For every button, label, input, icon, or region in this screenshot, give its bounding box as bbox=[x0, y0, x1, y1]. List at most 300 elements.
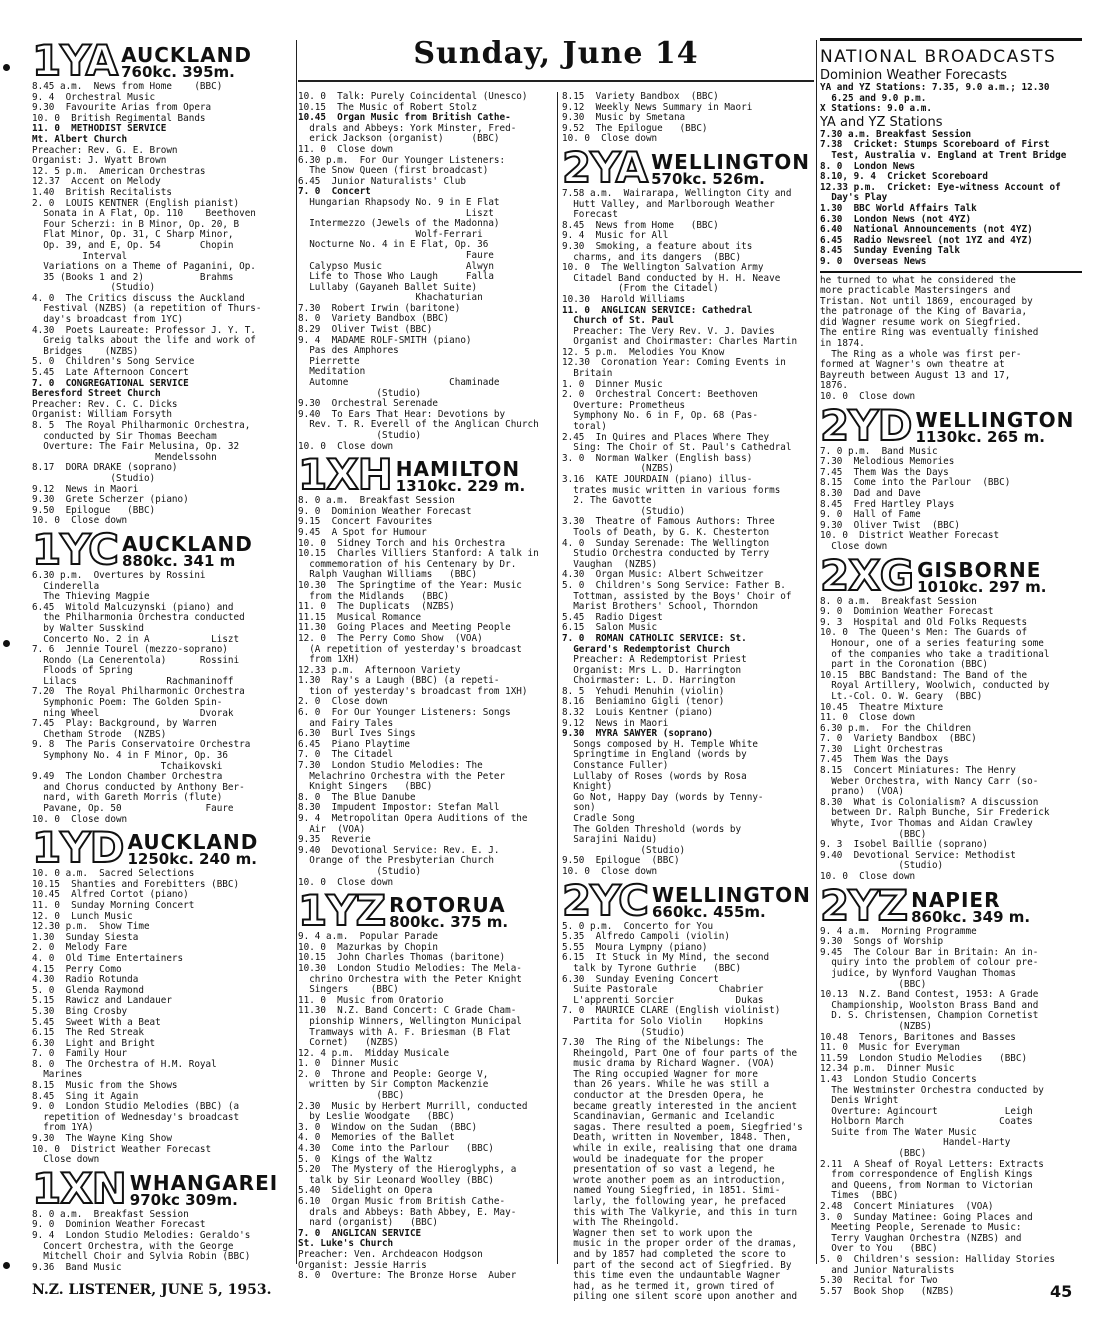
programme-line: 7.45 Them Was the Days bbox=[820, 466, 949, 478]
programme-line: 8.15 Come into the Parlour (BBC) bbox=[820, 477, 1011, 489]
programme-line: Interval bbox=[32, 250, 128, 262]
programme-line: 6.45 Junior Naturalists' Club bbox=[298, 175, 466, 187]
programme-line: 9. 0 Overseas News bbox=[820, 255, 927, 267]
programme-line: 10.15 The Music of Robert Stolz bbox=[298, 101, 478, 113]
programme-line: more practicable Mastersingers and bbox=[820, 285, 1011, 297]
programme-line: 7.30 a.m. Breakfast Session bbox=[820, 128, 972, 140]
programme-line: 11. 0 Music for Everyman bbox=[820, 1042, 960, 1054]
programme-line: Flat Minor, Op. 31, C Sharp Minor, bbox=[32, 229, 234, 241]
programme-line: Lt.-Col. O. W. Geary (BBC) bbox=[820, 690, 983, 702]
programme-line: 6. 0 For Our Younger Listeners: Songs bbox=[298, 707, 511, 719]
programme-line: 7.30 Light Orchestras bbox=[820, 743, 944, 755]
programme-line: 12.34 p.m. Dinner Music bbox=[820, 1063, 955, 1075]
programme-line: 6.45 Radio Newsreel (not 1YZ and 4YZ) bbox=[820, 234, 1033, 246]
programme-line: from correspondence of English Kings bbox=[820, 1169, 1033, 1181]
programme-line: had, as he termed it, grown tired of bbox=[562, 1280, 775, 1292]
programme-line: 10.13 N.Z. Band Contest, 1953: A Grade bbox=[820, 989, 1039, 1001]
programme-line: larly, the following year, he prefaced bbox=[562, 1196, 786, 1207]
programme-line: and by 1857 had completed the score to bbox=[562, 1248, 786, 1260]
programme-line: Church of St. Paul bbox=[562, 315, 674, 327]
programme-line: 9. 4 Metropolitan Opera Auditions of the bbox=[298, 813, 528, 824]
programme-line: Forecast bbox=[562, 209, 618, 221]
programme-line: charms, and its dangers (BBC) bbox=[562, 251, 742, 263]
programme-line: talk by Sir Leonard Woolley (BBC) bbox=[298, 1174, 494, 1186]
programme-line: YA and YZ Stations: 7.35, 9.0 a.m.; 12.30 bbox=[820, 82, 1050, 93]
programme-line: 4. 0 Old Time Entertainers bbox=[32, 952, 184, 964]
programme-line: 1. 0 Dinner Music bbox=[562, 378, 663, 390]
programme-line: 2. 0 Throne and People: George V, bbox=[298, 1068, 489, 1080]
programme-line: 9.40 Devotional Service: Methodist bbox=[820, 849, 1016, 861]
programme-line: 9.50 Epilogue (BBC) bbox=[562, 855, 680, 867]
programme-line: Over to You (BBC) bbox=[820, 1243, 938, 1255]
programme-line: 10. 0 Close down bbox=[820, 391, 916, 403]
programme-line: 12.37 Accent on Melody bbox=[32, 176, 161, 188]
programme-line: 8.16 Beniamino Gigli (tenor) bbox=[562, 696, 725, 708]
programme-line: 9.30 The Wayne King Show bbox=[32, 1133, 172, 1145]
programme-line: 12. 4 p.m. Midday Musicale bbox=[298, 1047, 450, 1059]
programme-line: 11. 0 Close down bbox=[298, 143, 394, 155]
programme-line: Concert Orchestra, with the George bbox=[32, 1240, 234, 1252]
programme-line: 9.30 Favourite Arias from Opera bbox=[32, 102, 212, 114]
programme-line: 7. 0 Concert bbox=[298, 186, 371, 198]
programme-line: Suite from The Water Music bbox=[820, 1126, 977, 1138]
programme-line: Preacher: A Redemptorist Priest bbox=[562, 654, 747, 666]
station-logo: 1XN bbox=[32, 1163, 126, 1213]
programme-line: 7.45 Play: Background, by Warren bbox=[32, 718, 217, 730]
programme-line: Cinderella bbox=[32, 580, 100, 592]
programme-line: 6.15 It Stuck in My Mind, the second bbox=[562, 952, 770, 964]
programme-line: 10. 0 District Weather Forecast bbox=[820, 530, 1000, 542]
programme-line: Mt. Albert Church bbox=[32, 133, 128, 145]
station-header bbox=[562, 875, 814, 925]
programme-line: from 1YA) bbox=[32, 1122, 94, 1134]
programme-line: 9.30 Smoking, a feature about its bbox=[562, 240, 753, 252]
programme-line: 7.30 The Ring of the Nibelungs: The bbox=[562, 1037, 764, 1049]
programme-line: pionship Winners, Wellington Municipal bbox=[298, 1015, 522, 1027]
station-name: HAMILTON bbox=[395, 457, 521, 482]
programme-line: 9.30 Oliver Twist (BBC) bbox=[820, 519, 960, 531]
programme-line: (Studio) bbox=[32, 472, 156, 484]
programme-line: Hutt Valley, and Marlborough Weather bbox=[562, 198, 775, 210]
programme-line: would be inadequate for the proper bbox=[562, 1153, 764, 1165]
programme-line: 8.10, 9. 4 Cricket Scoreboard bbox=[820, 171, 988, 183]
programme-line: Pavane, Op. 50 Faure bbox=[32, 803, 234, 814]
programme-line: 10. 0 British Regimental Bands bbox=[32, 112, 206, 124]
station-logo: 1XH bbox=[298, 450, 392, 500]
programme-line: 2.11 A Sheaf of Royal Letters: Extracts bbox=[820, 1158, 1044, 1170]
programme-line: Mitchell Choir and Sylvia Robin (BBC) bbox=[32, 1251, 251, 1263]
programme-line: 7. 0 Variety Bandbox (BBC) bbox=[820, 733, 977, 745]
programme-line: by Leslie Woodgate (BBC) bbox=[298, 1111, 455, 1123]
programme-line: 8. 5 Yehudi Menuhin (violin) bbox=[562, 685, 725, 697]
programme-line: 7. 0 The Citadel bbox=[298, 749, 394, 761]
programme-line: 6.30 Burl Ives Sings bbox=[298, 728, 416, 740]
programme-line: (BBC) bbox=[820, 978, 927, 990]
programme-line: Beresford Street Church bbox=[32, 388, 161, 400]
programme-line: 8.32 Louis Kentner (piano) bbox=[562, 707, 714, 719]
station-name: ROTORUA bbox=[389, 893, 506, 918]
programme-line: 4. 0 Sunday Serenade: The Wellington bbox=[562, 537, 770, 549]
programme-line: 8.15 Variety Bandbox (BBC) bbox=[562, 91, 719, 102]
programme-line: formed at Wagner's own theatre at bbox=[820, 359, 1005, 371]
programme-line: Faure bbox=[298, 249, 494, 261]
programme-line: Tools of Death, by G. K. Chesterton bbox=[562, 526, 770, 538]
programme-line: repetition of Wednesday's broadcast bbox=[32, 1111, 240, 1123]
programme-line: Overture: The Fair Melusina, Op. 32 bbox=[32, 441, 240, 453]
programme-line: Chetham Strode (NZBS) bbox=[32, 728, 167, 740]
programme-line: Greig talks about the life and work of bbox=[32, 335, 256, 347]
programme-line: 9.36 Band Music bbox=[32, 1261, 122, 1273]
programme-line: 4. 0 Memories of the Ballet bbox=[298, 1132, 455, 1144]
programme-line: Death, written in November, 1848. Then, bbox=[562, 1132, 792, 1144]
programme-line: Choirmaster: L. D. Harrington bbox=[562, 675, 736, 687]
programme-line: and Fairy Tales bbox=[298, 717, 394, 729]
programme-line: 8. 0 The Blue Danube bbox=[298, 791, 416, 803]
station-frequency: 970kc 309m. bbox=[129, 1190, 238, 1209]
programme-line: 7. 0 p.m. Band Music bbox=[820, 445, 938, 457]
programme-line: Citadel Band conducted by H. H. Neave bbox=[562, 272, 781, 284]
programme-line: 9. 4 a.m. Popular Parade bbox=[298, 931, 438, 943]
programme-line: 3. 0 Norman Walker (English bass) bbox=[562, 452, 753, 464]
programme-line: music drama by Richard Wagner. (VOA) bbox=[562, 1058, 775, 1070]
programme-line: 4.30 Come into the Parlour (BBC) bbox=[298, 1143, 494, 1155]
programme-line: talk by Tyrone Guthrie (BBC) bbox=[562, 962, 742, 974]
programme-line: Whyte, Ivor Thomas and Aidan Crawley bbox=[820, 818, 1033, 830]
programme-line: 8. 5 The Royal Philharmonic Orchestra, bbox=[32, 420, 251, 431]
programme-line: 5.45 Sweet With a Beat bbox=[32, 1016, 161, 1028]
programme-line: commemoration of his Centenary by Dr. bbox=[298, 558, 517, 570]
programme-line: Close down bbox=[32, 1154, 100, 1166]
programme-line: Meditation bbox=[298, 366, 366, 378]
programme-line: Preacher: Rev. G. E. Brown bbox=[32, 144, 178, 156]
programme-line: 8.45 Fred Hartley Plays bbox=[820, 498, 955, 510]
station-header bbox=[32, 36, 294, 85]
programme-line: (From the Citadel) bbox=[562, 283, 719, 295]
programme-line: presentation of so vast a legend, he bbox=[562, 1164, 775, 1176]
programme-line: while in exile, realising that one drama bbox=[562, 1143, 798, 1155]
programme-line: 9.15 Concert Favourites bbox=[298, 516, 433, 528]
programme-line: Festival (NZBS) (a repetition of Thurs- bbox=[32, 303, 262, 315]
station-logo: 2YA bbox=[562, 142, 648, 192]
station-frequency: 1250kc. 240 m. bbox=[127, 850, 257, 869]
programme-line: Four Scherzi: in B Minor, Op. 20, B bbox=[32, 218, 240, 230]
programme-line: Songs composed by H. Temple White bbox=[562, 738, 758, 750]
programme-line: Cornet) (NZBS) bbox=[298, 1037, 399, 1049]
programme-line: 7.45 Them Was the Days bbox=[820, 754, 949, 766]
programme-line: 5.55 Moura Lympny (piano) bbox=[562, 941, 708, 953]
programme-line: Suite Pastorale Chabrier bbox=[562, 984, 764, 996]
programme-line: music in the proper order of the dramas, bbox=[562, 1238, 798, 1250]
programme-line: 12.33 p.m. Cricket: Eye-witness Account of bbox=[820, 181, 1061, 193]
programme-line: Partita for Solo Violin Hopkins bbox=[562, 1015, 764, 1027]
programme-line: Lullaby (Gayaneh Ballet Suite) bbox=[298, 281, 478, 293]
programme-line: L'apprenti Sorcier Dukas bbox=[562, 994, 764, 1006]
programme-line: 9.12 News in Maori bbox=[562, 717, 669, 729]
station-header bbox=[820, 400, 1082, 450]
programme-line: 9.30 Grete Scherzer (piano) bbox=[32, 494, 189, 506]
programme-line: 8. 0 The Orchestra of H.M. Royal bbox=[32, 1058, 217, 1070]
programme-line: nard (organist) (BBC) bbox=[298, 1217, 438, 1229]
programme-line: Ralph Vaughan Williams (BBC) bbox=[298, 569, 478, 581]
station-frequency: 570kc. 526m. bbox=[651, 169, 765, 188]
programme-line: 1876. bbox=[820, 380, 848, 392]
programme-line: 9.30 MYRA SAWYER (soprano) bbox=[562, 728, 714, 740]
station-header bbox=[32, 1163, 294, 1213]
programme-line: became greatly interested in the ancient bbox=[562, 1100, 798, 1112]
programme-line: 6.30 Light and Bright bbox=[32, 1037, 156, 1049]
programme-line: Organist: J. Wyatt Brown bbox=[32, 155, 167, 167]
programme-line: Variations on a Theme of Paganini, Op. bbox=[32, 261, 256, 273]
programme-line: Marines bbox=[32, 1069, 83, 1081]
station-logo: 1YC bbox=[32, 524, 118, 574]
programme-line: 10.45 Organ Music from British Cathe- bbox=[298, 112, 511, 124]
station-name: WELLINGTON bbox=[915, 407, 1075, 432]
programme-line: written by Sir Compton Mackenzie bbox=[298, 1079, 489, 1091]
title-rule bbox=[298, 80, 814, 82]
programme-line: 12.30 Coronation Year: Coming Events in bbox=[562, 357, 786, 369]
programme-line: conducted by Sir Thomas Beecham bbox=[32, 430, 217, 442]
programme-line: Terry Vaughan Orchestra (NZBS) and bbox=[820, 1232, 1022, 1244]
programme-line: Royal Artillery, Woolwich, conducted by bbox=[820, 680, 1050, 692]
programme-line: 4.30 Organ Music: Albert Schweitzer bbox=[562, 569, 764, 581]
station-name: WELLINGTON bbox=[651, 149, 810, 174]
programme-line: Rondo (La Cenerentola) Rossini bbox=[32, 654, 240, 666]
programme-line: son) bbox=[562, 802, 596, 814]
programme-line: 10. 0 Close down bbox=[298, 440, 394, 452]
programme-line: 4. 0 The Critics discuss the Auckland bbox=[32, 292, 245, 304]
programme-line: Britain bbox=[562, 368, 613, 380]
programme-line: 6.15 The Red Streak bbox=[32, 1027, 144, 1039]
programme-line: 5. 0 Kings of the Waltz bbox=[298, 1153, 433, 1165]
programme-line: 7.38 Cricket: Stumps Scoreboard of First bbox=[820, 139, 1050, 151]
programme-line: Rev. T. R. Everell of the Anglican Church bbox=[298, 419, 539, 431]
programme-line: and Chorus conducted by Anthony Ber- bbox=[32, 781, 245, 793]
programme-line: 2. 0 LOUIS KENTNER (English pianist) bbox=[32, 197, 240, 209]
programme-line: 9. 4 MADAME ROLF-SMITH (piano) bbox=[298, 334, 472, 346]
programme-line: from the Midlands (BBC) bbox=[298, 590, 450, 602]
programme-line: 3. 0 Sunday Matinee: Going Places and bbox=[820, 1211, 1033, 1223]
programme-line: 6.30 p.m. Overtures by Rossini bbox=[32, 569, 206, 581]
programme-line: 11.30 N.Z. Band Concert: C Grade Cham- bbox=[298, 1005, 517, 1017]
programme-line: 2.48 Concert Miniatures (VOA) bbox=[820, 1201, 994, 1213]
programme-line: 9. 0 Dominion Weather Forecast bbox=[32, 1219, 206, 1231]
programme-line: 9. 0 Dominion Weather Forecast bbox=[298, 505, 472, 517]
programme-line: (Studio) bbox=[820, 860, 944, 872]
programme-line: sagas. There resulted a poem, Siegfried's bbox=[562, 1121, 803, 1133]
programme-line: day's broadcast from 1YC) bbox=[32, 314, 184, 326]
programme-line: Go Not, Happy Day (words by Tenny- bbox=[562, 791, 764, 803]
programme-line: D. S. Christensen, Champion Cornetist bbox=[820, 1010, 1039, 1022]
programme-line: Singers (BBC) bbox=[298, 984, 399, 996]
programme-line: 5.40 Sidelight on Opera bbox=[298, 1185, 433, 1197]
programme-line: 7. 0 Family Hour bbox=[32, 1048, 128, 1060]
programme-line: Symphony No. 4 in F Minor, Op. 36 bbox=[32, 750, 228, 762]
programme-line: Denis Wright bbox=[820, 1095, 899, 1107]
programme-line: Khachaturian bbox=[298, 292, 483, 304]
programme-line: The Thieving Magpie bbox=[32, 591, 150, 603]
programme-line: Gerard's Redemptorist Church bbox=[562, 643, 730, 655]
programme-line: 10.48 Tenors, Baritones and Basses bbox=[820, 1031, 1016, 1043]
programme-line: quiry into the problem of colour pre- bbox=[820, 957, 1039, 969]
programme-line: Life to Those Who Laugh Falla bbox=[298, 271, 494, 283]
programme-line: 9.49 The London Chamber Orchestra bbox=[32, 771, 223, 783]
column-2 bbox=[298, 92, 554, 1282]
programme-line: Air (VOA) bbox=[298, 823, 366, 835]
programme-line: Wolf-Ferrari bbox=[298, 228, 483, 240]
station-frequency: 880kc. 341 m bbox=[121, 551, 236, 570]
programme-line: 7. 0 ROMAN CATHOLIC SERVICE: St. bbox=[562, 632, 747, 644]
programme-line: 9.45 The Colour Bar in Britain: An in- bbox=[820, 946, 1039, 958]
programme-line: 6.30 p.m. For Our Younger Listeners: bbox=[298, 154, 506, 166]
programme-line: Concerto No. 2 in A Liszt bbox=[32, 633, 240, 645]
programme-line: toral) bbox=[562, 421, 607, 433]
programme-line: 10. 0 The Queen's Men: The Guards of bbox=[820, 627, 1028, 639]
national-subtitle-2: YA and YZ Stations bbox=[820, 114, 943, 130]
programme-line: 6.45 Witold Malcuzynski (piano) and bbox=[32, 601, 234, 613]
programme-line: Pierrette bbox=[298, 355, 360, 367]
programme-line: conductor at the Dresden Opera, he bbox=[562, 1090, 764, 1102]
programme-line: 11.15 Musical Romance bbox=[298, 611, 422, 623]
programme-line: Symphonic Poem: The Golden Spin- bbox=[32, 697, 223, 709]
programme-line: 11. 0 Music from Oratorio bbox=[298, 994, 444, 1006]
programme-line: 10. 0 Close down bbox=[32, 813, 128, 825]
programme-line: Orange of the Presbyterian Church bbox=[298, 855, 494, 867]
programme-line: 5.57 Book Shop (NZBS) bbox=[820, 1285, 955, 1297]
programme-line: 9. 3 Isobel Baillie (soprano) bbox=[820, 839, 988, 851]
programme-line: The Ring as a whole was first per- bbox=[820, 348, 1022, 360]
programme-line: 9.45 A Spot for Humour bbox=[298, 526, 427, 538]
programme-line: (BBC) bbox=[820, 828, 927, 840]
programme-line: 11.59 London Studio Melodies (BBC) bbox=[820, 1052, 1028, 1064]
programme-line: 10. 0 District Weather Forecast bbox=[32, 1143, 212, 1155]
programme-line: 5.20 The Mystery of the Hieroglyphs, a bbox=[298, 1164, 517, 1176]
programme-line: (Studio) bbox=[298, 430, 422, 441]
programme-line: 8.45 Sing it Again bbox=[32, 1090, 139, 1102]
programme-line: Mendelssohn bbox=[32, 451, 217, 463]
programme-line: 10. 0 Close down bbox=[562, 865, 658, 877]
programme-line: 3.16 KATE JOURDAIN (piano) illus- bbox=[562, 474, 753, 485]
programme-line: part in the Coronation (BBC) bbox=[820, 659, 988, 671]
programme-line: 10.30 The Springtime of the Year: Music bbox=[298, 579, 522, 591]
station-logo: 1YA bbox=[32, 36, 118, 85]
station-header bbox=[32, 524, 294, 574]
station-name: AUCKLAND bbox=[127, 830, 259, 855]
programme-line: did Wagner resume work on Siegfried. bbox=[820, 316, 1022, 328]
programme-line: 8. 0 Overture: The Bronze Horse Auber bbox=[298, 1270, 517, 1282]
programme-line: 9.40 Devotional Service: Rev. E. J. bbox=[298, 844, 500, 856]
programme-line: 7.20 The Royal Philharmonic Orchestra bbox=[32, 686, 245, 698]
programme-line: in 1874. bbox=[820, 338, 865, 350]
programme-line: 12. 5 p.m. American Orchestras bbox=[32, 165, 206, 177]
programme-line: piling one silent score upon another and bbox=[562, 1291, 798, 1303]
programme-line: Pas des Amphores bbox=[298, 345, 399, 357]
programme-line: 8.29 Oliver Twist (BBC) bbox=[298, 324, 433, 336]
station-header bbox=[298, 450, 554, 500]
programme-line: 5.30 Recital for Two bbox=[820, 1275, 938, 1287]
programme-line: Floods of Spring bbox=[32, 665, 133, 677]
column-4 bbox=[820, 38, 1082, 1297]
station-frequency: 860kc. 349 m. bbox=[911, 907, 1031, 926]
station-header bbox=[32, 823, 294, 873]
programme-line: wrote another poem as an introduction, bbox=[562, 1174, 786, 1186]
programme-line: 8.30 Dad and Dave bbox=[820, 488, 921, 499]
programme-line: Calypso Music Alwyn bbox=[298, 260, 494, 272]
programme-line: 12. 0 Lunch Music bbox=[32, 910, 133, 922]
programme-line: Knight Singers (BBC) bbox=[298, 781, 433, 793]
programme-line: prano) (VOA) bbox=[820, 786, 904, 798]
programme-line: Knight) bbox=[562, 781, 613, 793]
station-name: WELLINGTON bbox=[651, 882, 811, 907]
programme-line: this with The Valkyrie, and this in turn bbox=[562, 1206, 798, 1218]
programme-line: 9. 0 Hall of Fame bbox=[820, 509, 921, 521]
programme-line: 7. 0 ANGLICAN SERVICE bbox=[298, 1227, 422, 1239]
programme-line: 10. 0 Close down bbox=[820, 871, 916, 882]
programme-line: between Dr. Ralph Bunche, Sir Frederick bbox=[820, 807, 1050, 819]
station-header bbox=[820, 550, 1082, 600]
programme-line: Times (BBC) bbox=[820, 1190, 899, 1202]
publication-footer: N.Z. LISTENER, JUNE 5, 1953. bbox=[32, 1282, 272, 1298]
programme-line: Bayreuth between August 13 and 17, bbox=[820, 369, 1011, 381]
programme-line: 1.40 British Recitalists bbox=[32, 186, 172, 198]
programme-line: 5.30 Bing Crosby bbox=[32, 1005, 128, 1017]
programme-line: Tramways with A. F. Briesman (B Flat bbox=[298, 1026, 511, 1038]
programme-line: 12.33 p.m. Afternoon Variety bbox=[298, 664, 461, 676]
station-header bbox=[562, 142, 814, 192]
programme-line: 5.45 Late Afternoon Concert bbox=[32, 367, 189, 379]
programme-line: 8.45 a.m. News from Home (BBC) bbox=[32, 81, 223, 92]
programme-line: tion of yesterday's broadcast from 1XH) bbox=[298, 685, 528, 697]
programme-line: Organist and Choirmaster: Charles Martin bbox=[562, 336, 798, 348]
page-title: Sunday, June 14 bbox=[413, 36, 699, 71]
programme-line: 7.58 a.m. Wairarapa, Wellington City and bbox=[562, 187, 792, 199]
programme-line: Tottman, assisted by the Boys' Choir of bbox=[562, 590, 792, 602]
programme-line: 2. 0 Orchestral Concert: Beethoven bbox=[562, 389, 758, 401]
programme-line: Overture: Agincourt Leigh bbox=[820, 1105, 1033, 1117]
station-frequency: 1130kc. 265 m. bbox=[915, 427, 1045, 446]
programme-line: 12.30 p.m. Show Time bbox=[32, 921, 150, 933]
programme-line: 10. 0 Mazurkas by Chopin bbox=[298, 941, 438, 953]
programme-line: 9. 4 London Studio Melodies: Geraldo's bbox=[32, 1230, 251, 1241]
programme-line: chrino Orchestra with the Peter Knight bbox=[298, 973, 522, 985]
programme-line: trates music written in various forms bbox=[562, 484, 781, 496]
station-name: GISBORNE bbox=[917, 557, 1042, 582]
programme-line: Preacher: Rev. C. C. Dicks bbox=[32, 398, 178, 410]
programme-line: 1.30 BBC World Affairs Talk bbox=[820, 202, 977, 214]
programme-line: 8.30 What is Colonialism? A discussion bbox=[820, 796, 1039, 808]
programme-line: 6.45 Piano Playtime bbox=[298, 738, 410, 750]
programme-line: 11. 0 Sunday Morning Concert bbox=[32, 899, 195, 911]
programme-line: 9.35 Reverie bbox=[298, 834, 371, 846]
station-header bbox=[298, 886, 554, 936]
programme-line: 5. 0 p.m. Concerto for You bbox=[562, 920, 714, 932]
programme-line: (Studio) bbox=[562, 1026, 686, 1038]
programme-line: 9.30 Music by Smetana bbox=[562, 112, 686, 124]
programme-line: with The Rheingold. bbox=[562, 1217, 680, 1229]
programme-line: 10. 0 Close down bbox=[298, 876, 394, 888]
programme-line: 9. 4 Music for All bbox=[562, 230, 669, 242]
programme-line: Close down bbox=[820, 540, 888, 552]
programme-line: Organist: Mrs L. D. Harrington bbox=[562, 664, 742, 676]
programme-line: 8.15 Music from the Shows bbox=[32, 1080, 178, 1092]
station-name: WHANGAREI bbox=[129, 1170, 279, 1195]
programme-line: 9.30 Songs of Worship bbox=[820, 936, 944, 948]
programme-line: 10.30 London Studio Melodies: The Mela- bbox=[298, 962, 522, 974]
programme-line: Op. 39, and E, Op. 54 Chopin bbox=[32, 239, 234, 251]
programme-line: 7.30 London Studio Melodies: The bbox=[298, 760, 483, 772]
programme-line: 9.50 Epilogue (BBC) bbox=[32, 504, 156, 516]
programme-line: Overture: Prometheus bbox=[562, 399, 686, 411]
programme-line: 11. 0 METHODIST SERVICE bbox=[32, 123, 167, 135]
